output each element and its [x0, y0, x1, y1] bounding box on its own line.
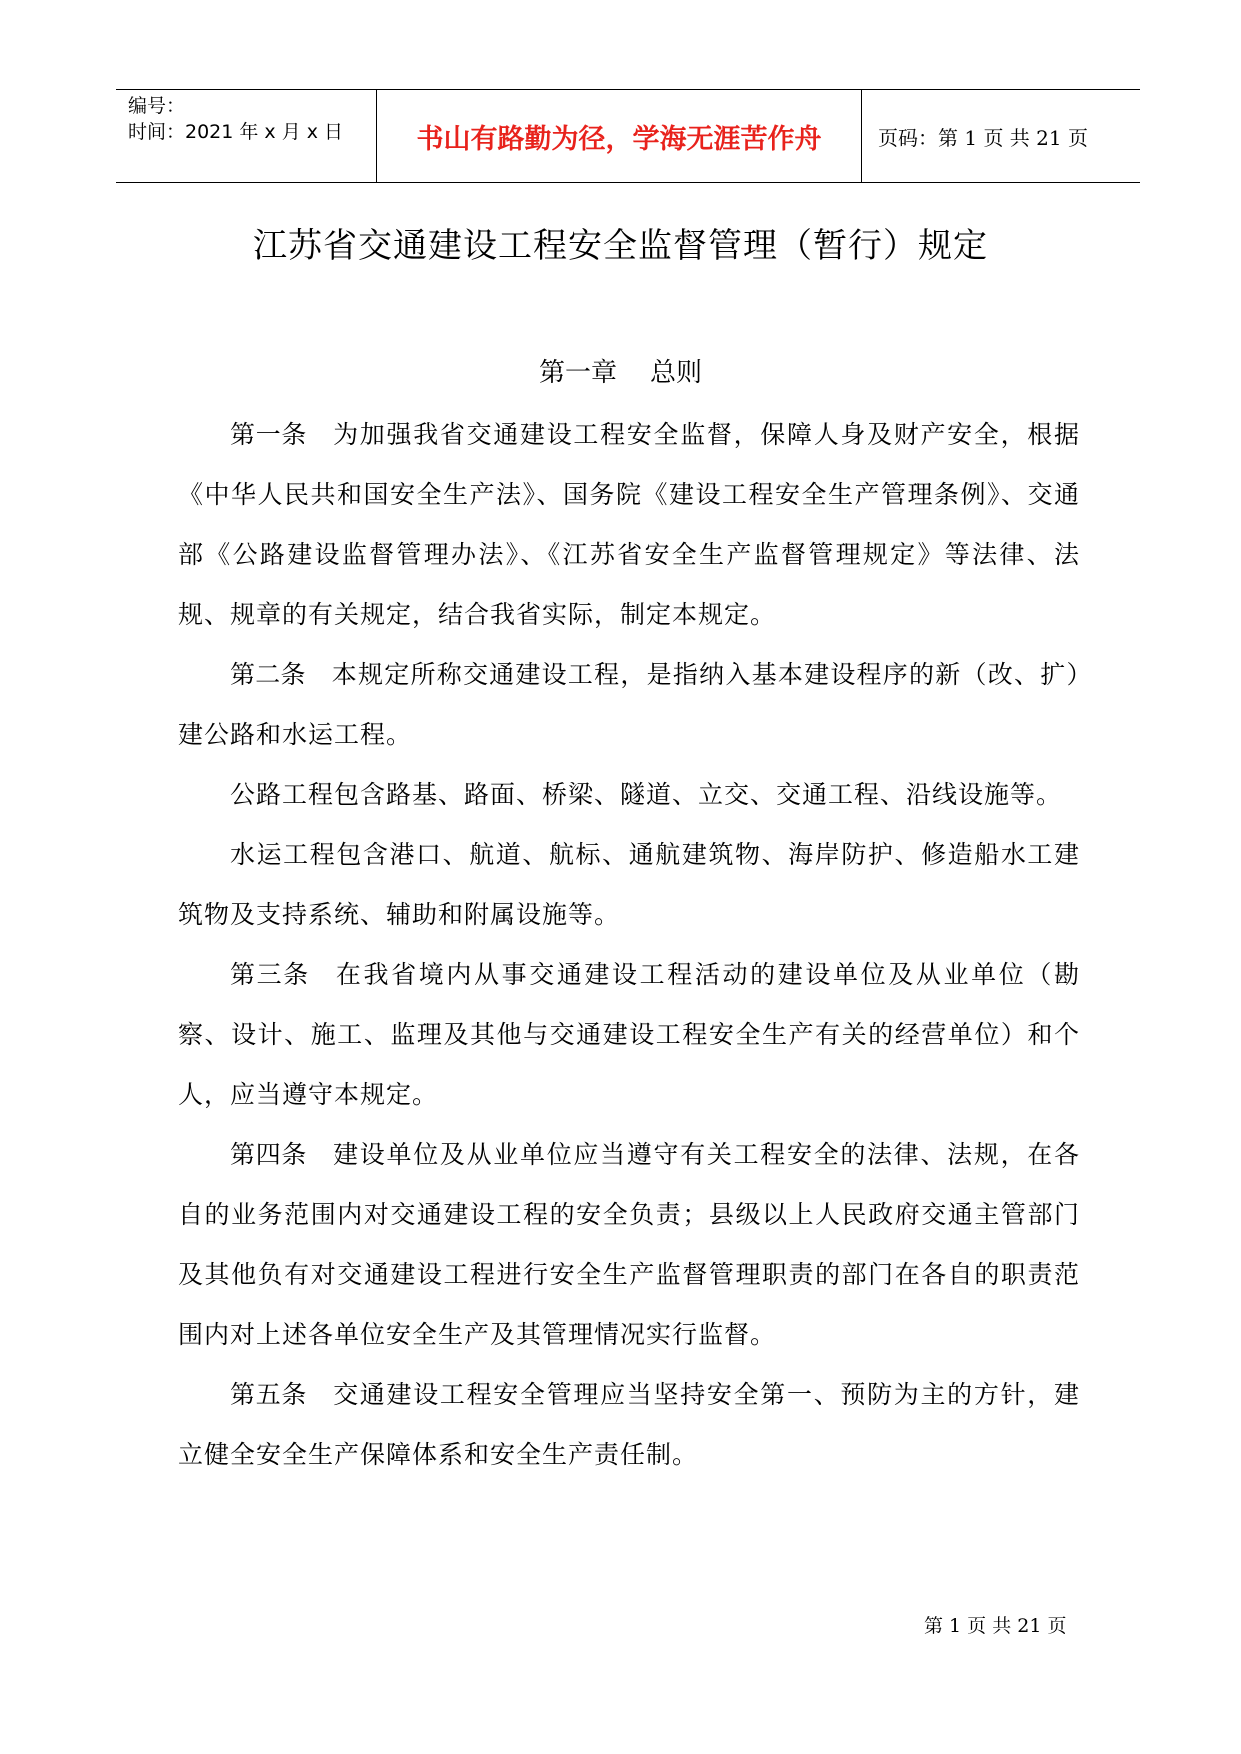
document-title: 江苏省交通建设工程安全监督管理（暂行）规定 — [253, 226, 988, 266]
header-page-label: 页码：第 1 页 共 21 页 — [878, 125, 1088, 150]
chapter-heading: 第一章 总则 — [538, 358, 703, 388]
page-header — [116, 89, 1140, 183]
paragraph — [178, 405, 1080, 645]
article-number: 第五条 — [230, 1380, 308, 1409]
paragraph-text: 本规定所称交通建设工程，是指纳入基本建设程序的新（改、扩）建公路和水运工程。 — [178, 660, 1080, 749]
paragraph-text: 交通建设工程安全管理应当坚持安全第一、预防为主的方针，建立健全安全生产保障体系和安全生产责任制。 — [178, 1380, 1080, 1469]
header-motto-cell — [376, 90, 862, 182]
page-footer: 第 1 页 共 21 页 — [924, 1615, 1067, 1637]
paragraph-text: 公路工程包含路基、路面、桥梁、隧道、立交、交通工程、沿线设施等。 — [230, 780, 1063, 809]
paragraph — [178, 945, 1080, 1125]
paragraph-text: 建设单位及从业单位应当遵守有关工程安全的法律、法规，在各自的业务范围内对交通建设工程的安全负责；县级以上人民政府交通主管部门及其他负有对交通建设工程进行安全生产监督管理职责的部门在各自的职责范围内对上述各单位安全生产及其管理情况实行监督。 — [178, 1140, 1080, 1349]
paragraph-text: 在我省境内从事交通建设工程活动的建设单位及从业单位（勘察、设计、施工、监理及其他与交通建设工程安全生产有关的经营单位）和个人，应当遵守本规定。 — [178, 960, 1080, 1109]
document-body — [178, 405, 1080, 1485]
article-number: 第一条 — [230, 420, 308, 449]
paragraph — [178, 645, 1080, 765]
paragraph — [178, 1365, 1080, 1485]
article-number: 第二条 — [230, 660, 306, 689]
header-page-cell — [862, 90, 1140, 182]
article-number: 第四条 — [230, 1140, 308, 1169]
article-number: 第三条 — [230, 960, 310, 989]
header-motto: 书山有路勤为径，学海无涯苦作舟 — [416, 123, 822, 155]
document-number-label: 编号： — [128, 95, 186, 117]
paragraph-text: 为加强我省交通建设工程安全监督，保障人身及财产安全，根据《中华人民共和国安全生产法》、国务院《建设工程安全生产管理条例》、交通部《公路建设监督管理办法》、《江苏省安全生产监督管理规定》等法律、法规、规章的有关规定，结合我省实际，制定本规定。 — [178, 420, 1080, 629]
paragraph — [178, 1125, 1080, 1365]
paragraph — [178, 825, 1080, 945]
document-time-label: 时间：2021 年 x 月 x 日 — [128, 121, 344, 143]
header-info-cell — [116, 90, 376, 182]
paragraph-text: 水运工程包含港口、航道、航标、通航建筑物、海岸防护、修造船水工建筑物及支持系统、辅助和附属设施等。 — [178, 840, 1080, 929]
paragraph — [178, 765, 1080, 825]
